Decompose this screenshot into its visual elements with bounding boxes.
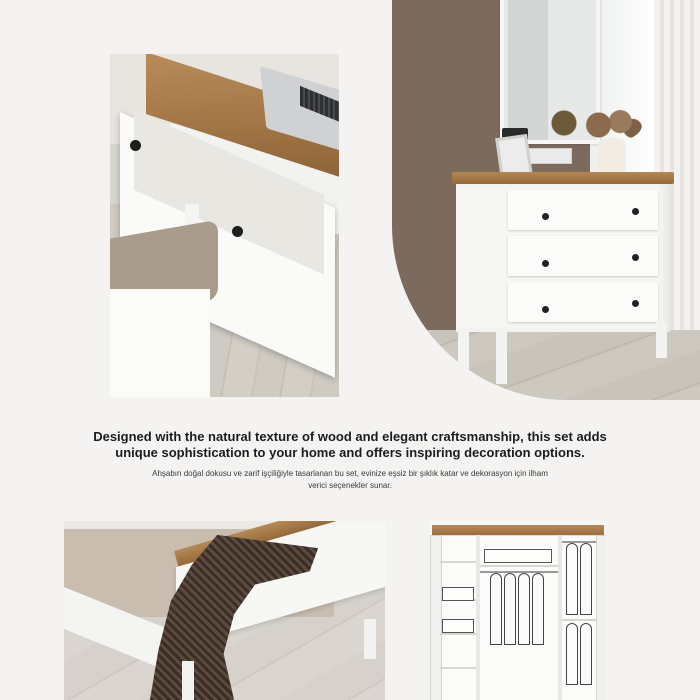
hanging-clothes <box>532 573 544 645</box>
wardrobe-wooden-top <box>432 525 604 535</box>
plant <box>544 108 584 138</box>
shelf <box>440 561 476 563</box>
wardrobe-door <box>596 535 606 700</box>
wardrobe-photo <box>430 521 606 700</box>
bed-leg <box>364 619 376 659</box>
dresser-knob <box>542 213 549 220</box>
dresser-knob <box>632 208 639 215</box>
storage-box <box>484 549 552 563</box>
storage-box <box>442 619 474 633</box>
dresser-knob <box>632 300 639 307</box>
shelf <box>440 667 476 669</box>
dresser-wooden-top <box>452 172 674 184</box>
dresser-leg <box>496 332 507 384</box>
headline-turkish: Ahşabın doğal dokusu ve zarif işçiliğiyle tasarlanan bu set, evinize eşsiz bir şıklık katar ve dekorasyon için ilham verici seçenekler sunar. <box>152 469 548 490</box>
wardrobe-divider <box>558 535 562 700</box>
shelf <box>480 565 558 567</box>
storage-box <box>442 587 474 601</box>
drawer-knob <box>130 140 141 151</box>
shelf <box>440 633 476 635</box>
hanging-rod <box>480 571 558 573</box>
hanging-clothes <box>504 573 516 645</box>
dresser-knob <box>542 306 549 313</box>
dresser-leg <box>656 322 667 358</box>
hanging-clothes <box>518 573 530 645</box>
hanging-clothes <box>580 543 592 615</box>
desk-drawer-photo <box>110 54 339 397</box>
dresser-arch-photo <box>392 0 700 400</box>
wardrobe-door <box>430 535 442 700</box>
dresser-leg <box>458 330 469 380</box>
bed-leg <box>182 661 194 700</box>
dresser-knob <box>542 260 549 267</box>
hanging-rod <box>562 541 596 543</box>
shelf <box>562 619 596 621</box>
headline: Designed with the natural texture of wood and elegant craftsmanship, this set adds unique sophistication to your home and offers inspiring decoration options. <box>93 429 607 460</box>
vase <box>598 138 626 172</box>
bed-photo <box>64 521 385 700</box>
hanging-clothes <box>490 573 502 645</box>
wardrobe-divider <box>476 535 480 700</box>
dried-flowers <box>580 108 642 142</box>
stool-base <box>110 289 210 397</box>
hanging-clothes <box>566 623 578 685</box>
hanging-clothes <box>580 623 592 685</box>
wood-floor <box>392 330 700 400</box>
drawer-knob <box>232 226 243 237</box>
hanging-clothes <box>566 543 578 615</box>
dresser-knob <box>632 254 639 261</box>
